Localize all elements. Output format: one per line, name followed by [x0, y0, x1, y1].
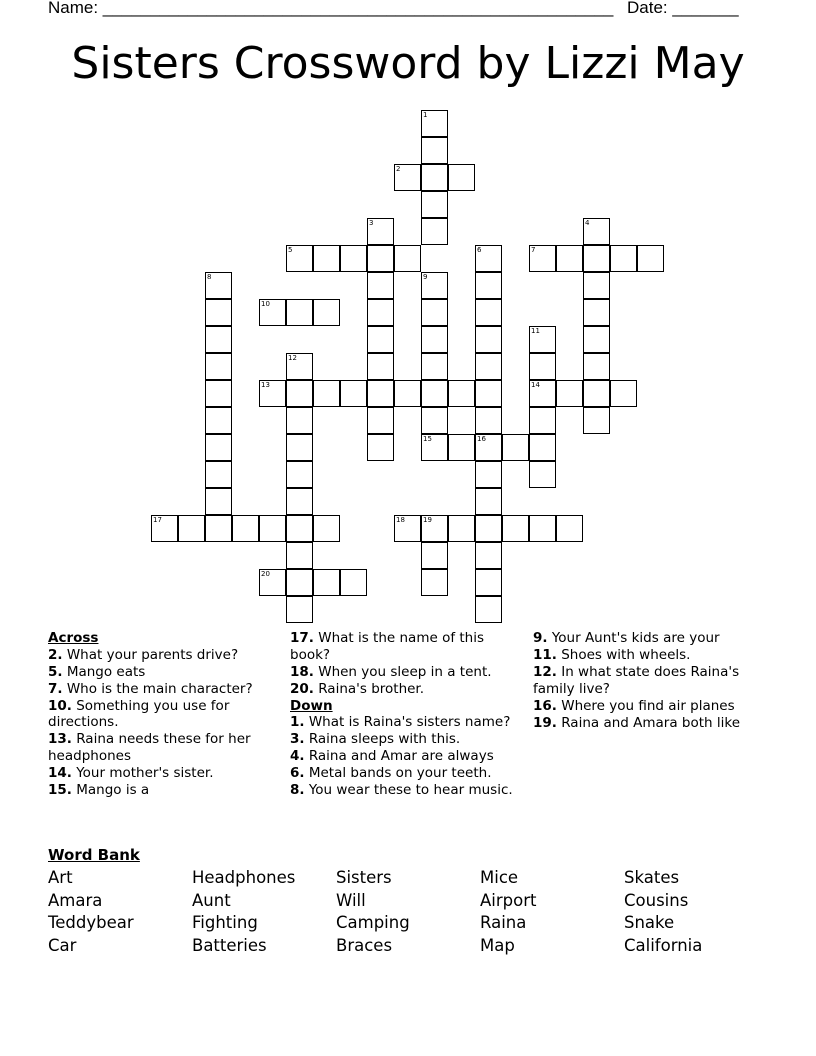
word-bank-word: Raina [480, 913, 527, 932]
grid-cell[interactable] [286, 407, 313, 434]
grid-cell[interactable] [583, 299, 610, 326]
grid-cell[interactable] [259, 515, 286, 542]
grid-number: 19 [423, 516, 432, 524]
grid-cell[interactable] [421, 407, 448, 434]
grid-cell[interactable] [286, 434, 313, 461]
grid-cell[interactable] [421, 191, 448, 218]
date-label: Date: _______ [627, 0, 739, 17]
clue-text: You wear these to hear music. [308, 782, 513, 798]
grid-cell[interactable] [367, 434, 394, 461]
page-title: Sisters Crossword by Lizzi May [71, 38, 745, 89]
grid-number: 20 [261, 570, 270, 578]
clue [533, 664, 768, 697]
word-bank-word: Headphones [192, 868, 296, 887]
clue-number: 6. [290, 765, 305, 781]
clue [48, 731, 273, 764]
grid-cell[interactable] [556, 515, 583, 542]
clue-number: 4. [290, 748, 305, 764]
grid-cell[interactable] [475, 380, 502, 407]
clue-number: 16. [533, 697, 557, 714]
clue-number: 7. [48, 680, 63, 697]
grid-cell[interactable] [340, 569, 367, 596]
grid-number: 3 [369, 219, 374, 227]
grid-cell[interactable] [367, 245, 394, 272]
word-bank-word: Teddybear [48, 913, 134, 932]
clue-number: 10. [48, 697, 72, 714]
clue-number: 15. [48, 781, 72, 798]
clue-text: When you sleep in a tent. [318, 663, 492, 680]
clue-number: 2. [48, 646, 63, 663]
word-bank-word: Aunt [192, 890, 231, 910]
grid-cell[interactable] [610, 380, 637, 407]
clue [48, 647, 273, 664]
grid-cell[interactable] [286, 542, 313, 569]
clue [290, 714, 520, 731]
grid-cell[interactable] [205, 461, 232, 488]
grid-cell[interactable] [367, 380, 394, 407]
grid-cell[interactable] [286, 569, 313, 596]
grid-cell[interactable] [475, 542, 502, 569]
clue [290, 664, 520, 681]
grid-cell[interactable] [583, 353, 610, 380]
grid-cell[interactable] [502, 515, 529, 542]
grid-number: 14 [531, 381, 540, 389]
grid-number: 10 [261, 300, 270, 308]
grid-cell[interactable] [367, 353, 394, 380]
grid-cell[interactable] [421, 218, 448, 245]
clue [533, 715, 768, 732]
word-bank-word: Fighting [192, 913, 258, 932]
grid-cell[interactable] [610, 245, 637, 272]
grid-cell[interactable] [367, 272, 394, 299]
grid-cell[interactable] [205, 434, 232, 461]
grid-number: 18 [396, 516, 405, 524]
word-bank-word: Art [48, 868, 73, 887]
grid-cell[interactable] [475, 326, 502, 353]
word-bank-word: Amara [48, 890, 103, 910]
grid-cell[interactable] [421, 164, 448, 191]
grid-number: 4 [585, 219, 590, 227]
grid-cell[interactable] [421, 137, 448, 164]
across-heading: Across [48, 630, 99, 646]
grid-number: 9 [423, 273, 428, 281]
grid-number: 6 [477, 246, 482, 254]
grid-cell[interactable] [205, 488, 232, 515]
grid-cell[interactable] [529, 407, 556, 434]
grid-cell[interactable] [475, 515, 502, 542]
name-label: Name: ______________________________________________________ [48, 0, 614, 17]
grid-number: 15 [423, 435, 432, 443]
grid-number: 8 [207, 273, 212, 281]
grid-cell[interactable] [502, 434, 529, 461]
word-bank-word: Will [336, 890, 366, 910]
grid-number: 13 [261, 381, 270, 389]
clue-number: 14. [48, 764, 72, 781]
clue-number: 5. [48, 663, 63, 680]
clue-text: What is the name of this book? [290, 630, 485, 663]
grid-cell[interactable] [205, 299, 232, 326]
grid-cell[interactable] [367, 299, 394, 326]
grid-cell[interactable] [475, 299, 502, 326]
grid-cell[interactable] [421, 326, 448, 353]
grid-cell[interactable] [313, 245, 340, 272]
clues-column-3 [533, 630, 768, 732]
grid-cell[interactable] [205, 380, 232, 407]
grid-cell[interactable] [313, 515, 340, 542]
grid-cell[interactable] [475, 461, 502, 488]
clue [48, 765, 273, 782]
grid-cell[interactable] [529, 434, 556, 461]
grid-cell[interactable] [286, 596, 313, 623]
clue-number: 9. [533, 630, 548, 646]
grid-cell[interactable] [205, 407, 232, 434]
grid-cell[interactable] [583, 272, 610, 299]
clue [290, 765, 520, 782]
grid-number: 12 [288, 354, 297, 362]
word-bank-word: Airport [480, 890, 537, 910]
clue [533, 647, 768, 664]
word-bank-word: Map [480, 935, 515, 955]
grid-cell[interactable] [475, 353, 502, 380]
grid-cell[interactable] [286, 515, 313, 542]
clue [290, 731, 520, 748]
clue-text: Your Aunt's kids are your [551, 630, 720, 646]
word-bank-word: Batteries [192, 935, 267, 955]
grid-number: 7 [531, 246, 536, 254]
clue-text: Metal bands on your teeth. [308, 765, 492, 781]
grid-cell[interactable] [448, 380, 475, 407]
grid-cell[interactable] [232, 515, 259, 542]
clue-text: Raina and Amara both like [561, 714, 741, 731]
grid-number: 11 [531, 327, 540, 335]
grid-cell[interactable] [286, 299, 313, 326]
clue-number: 8. [290, 782, 305, 798]
grid-cell[interactable] [583, 326, 610, 353]
grid-cell[interactable] [637, 245, 664, 272]
grid-cell[interactable] [583, 380, 610, 407]
grid-cell[interactable] [367, 326, 394, 353]
grid-number: 2 [396, 165, 401, 173]
clue-text: Raina's brother. [318, 680, 425, 697]
grid-cell[interactable] [475, 272, 502, 299]
grid-cell[interactable] [448, 515, 475, 542]
clue [290, 630, 520, 663]
grid-cell[interactable] [286, 461, 313, 488]
clue-text: Mango eats [66, 663, 146, 680]
clue-text: What your parents drive? [66, 646, 239, 663]
clue [290, 681, 520, 698]
word-bank-heading: Word Bank [48, 846, 140, 864]
clues-column-2 [290, 630, 520, 799]
down-heading: Down [290, 697, 333, 714]
word-bank-word: Snake [624, 913, 675, 932]
word-bank-word: California [624, 935, 703, 955]
clue [290, 782, 520, 799]
grid-cell[interactable] [421, 353, 448, 380]
clue-number: 12. [533, 664, 557, 680]
grid-cell[interactable] [475, 596, 502, 623]
clue-number: 11. [533, 647, 557, 663]
clue-text: Shoes with wheels. [561, 647, 691, 663]
grid-cell[interactable] [529, 353, 556, 380]
grid-number: 17 [153, 516, 162, 524]
clue-text: Something you use for directions. [48, 697, 230, 730]
clue-number: 18. [290, 663, 314, 680]
grid-cell[interactable] [583, 407, 610, 434]
grid-cell[interactable] [448, 164, 475, 191]
grid-cell[interactable] [421, 542, 448, 569]
word-bank-word: Skates [624, 868, 680, 887]
grid-cell[interactable] [556, 380, 583, 407]
word-bank-word: Mice [480, 868, 519, 887]
clue-number: 17. [290, 630, 314, 646]
clue-number: 19. [533, 714, 557, 731]
grid-number: 5 [288, 246, 293, 254]
grid-cell[interactable] [340, 245, 367, 272]
grid-cell[interactable] [367, 407, 394, 434]
clue-number: 20. [290, 680, 314, 697]
grid-cell[interactable] [394, 380, 421, 407]
clue-text: Raina needs these for her headphones [48, 731, 251, 764]
grid-number: 1 [423, 111, 428, 119]
clue [48, 698, 273, 731]
word-bank-word: Camping [336, 913, 410, 932]
grid-cell[interactable] [340, 380, 367, 407]
clue [48, 782, 273, 799]
grid-cell[interactable] [475, 407, 502, 434]
grid-cell[interactable] [529, 515, 556, 542]
clue-text: Mango is a [76, 781, 150, 798]
clue-text: Raina sleeps with this. [308, 731, 461, 747]
grid-cell[interactable] [529, 461, 556, 488]
grid-cell[interactable] [556, 245, 583, 272]
grid-cell[interactable] [583, 245, 610, 272]
grid-cell[interactable] [313, 299, 340, 326]
grid-cell[interactable] [205, 515, 232, 542]
grid-cell[interactable] [421, 299, 448, 326]
grid-cell[interactable] [286, 488, 313, 515]
clue [48, 664, 273, 681]
clue-number: 3. [290, 731, 305, 747]
word-bank-word: Cousins [624, 890, 689, 910]
clue [533, 630, 768, 647]
grid-cell[interactable] [475, 488, 502, 515]
clue [48, 681, 273, 698]
clue [533, 698, 768, 715]
clue-text: What is Raina's sisters name? [308, 714, 511, 730]
grid-cell[interactable] [313, 380, 340, 407]
grid-cell[interactable] [205, 326, 232, 353]
clue-text: In what state does Raina's family live? [533, 664, 740, 697]
clue-number: 13. [48, 731, 72, 747]
grid-cell[interactable] [421, 569, 448, 596]
clue [290, 748, 520, 765]
grid-cell[interactable] [178, 515, 205, 542]
grid-cell[interactable] [448, 434, 475, 461]
grid-cell[interactable] [286, 380, 313, 407]
grid-cell[interactable] [475, 569, 502, 596]
grid-number: 16 [477, 435, 486, 443]
word-bank-word: Sisters [336, 868, 392, 887]
clue-number: 1. [290, 714, 305, 730]
clue-text: Where you find air planes [561, 697, 735, 714]
clues-column-1 [48, 630, 273, 799]
grid-cell[interactable] [205, 353, 232, 380]
word-bank-word: Car [48, 935, 77, 955]
word-bank-word: Braces [336, 935, 393, 955]
clue-text: Your mother's sister. [76, 764, 214, 781]
clue-text: Raina and Amar are always [308, 748, 494, 764]
grid-cell[interactable] [394, 245, 421, 272]
grid-cell[interactable] [421, 380, 448, 407]
clue-text: Who is the main character? [66, 680, 253, 697]
grid-cell[interactable] [313, 569, 340, 596]
